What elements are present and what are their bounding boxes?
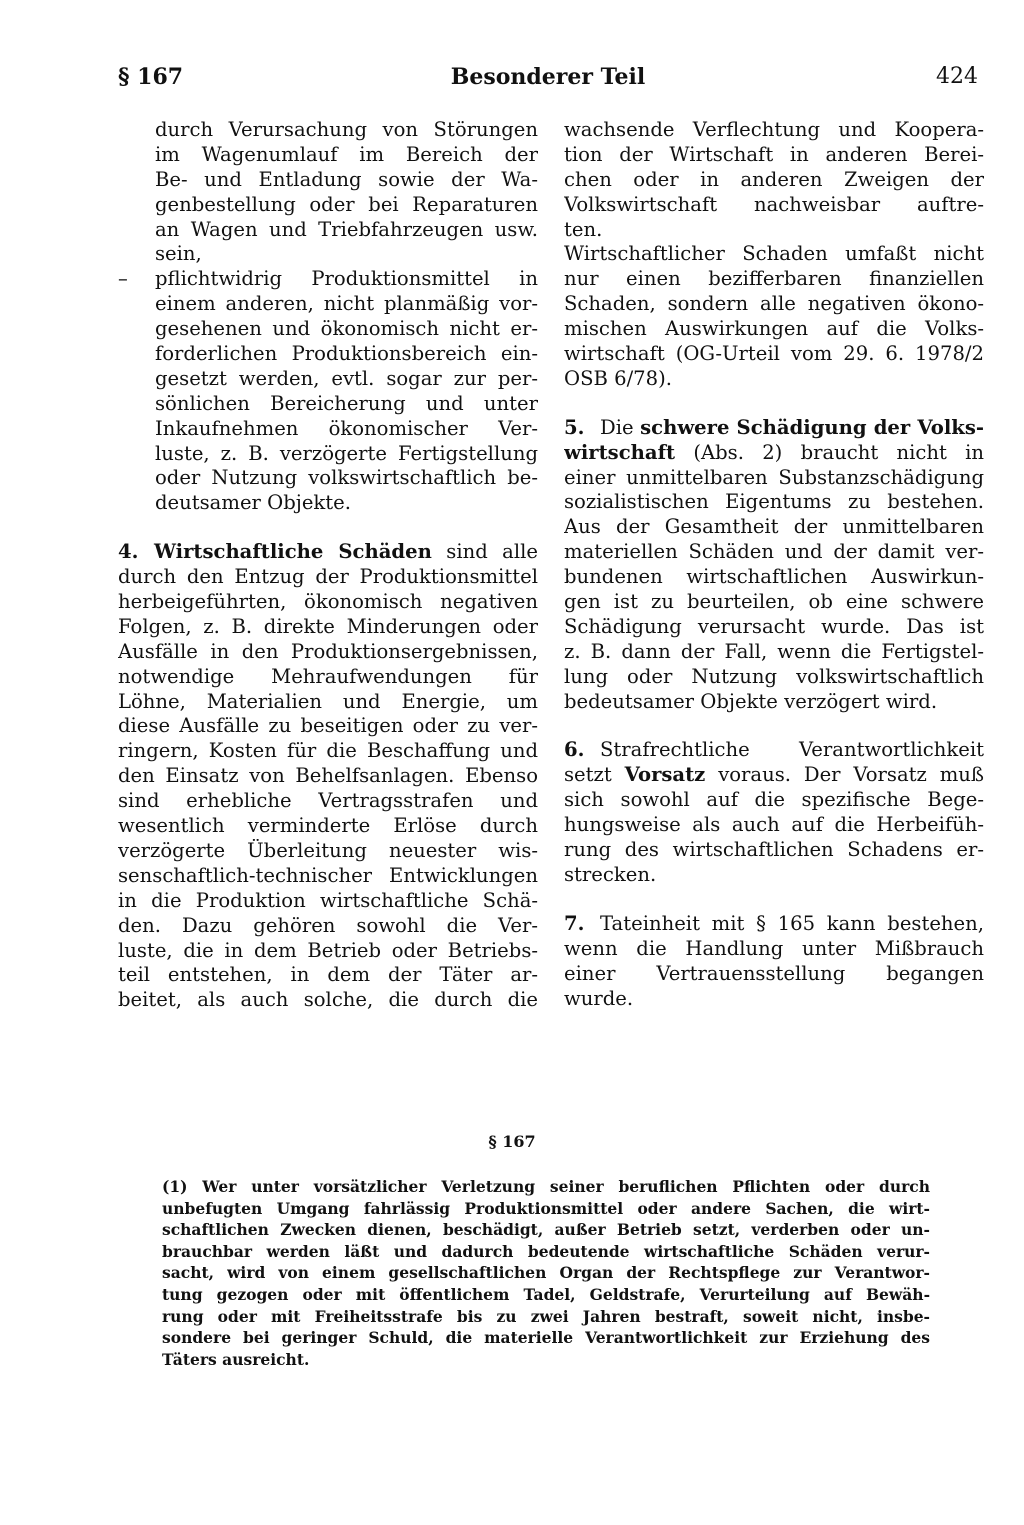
text-line: Schädigung verursacht wurde. Das ist	[564, 614, 984, 638]
intro-paragraph	[118, 118, 538, 267]
text-line: luste, z. B. verzögerte Fertigstellung	[155, 441, 538, 465]
paragraph-number: 7.	[564, 911, 585, 935]
term-schwere-schaedigung: schwere Schädigung der Volks-	[640, 415, 984, 439]
text-line: strecken.	[564, 862, 657, 886]
text-line: ten.	[564, 217, 603, 241]
text-line: sich sowohl auf die spezifische Bege-	[564, 788, 984, 812]
text-line: gesehenen und ökonomisch nicht er-	[155, 317, 538, 341]
text-line: wachsende Verflechtung und Kooperа-	[564, 118, 984, 141]
text-line: forderlichen Produktionsbereich ein-	[155, 342, 538, 366]
text-line: gen ist zu beurteilen, ob eine schwere	[564, 590, 984, 614]
left-column	[118, 118, 538, 1013]
law-text	[162, 1176, 930, 1370]
text-line: den Einsatz von Behelfsanlagen. Ebenso	[118, 764, 538, 788]
text-line: lung oder Nutzung volkswirtschaftlich	[564, 664, 984, 688]
text-line: 5. Die schwere Schädigung der Volks-	[564, 415, 984, 439]
header-section: § 167	[118, 64, 184, 90]
law-line: (1) Wer unter vorsätzlicher Verletzung seiner beruflichen Pflichten oder durch	[162, 1177, 930, 1196]
paragraph-number: 5.	[564, 415, 585, 439]
term-wirtschaft: wirtschaft	[564, 440, 676, 464]
text-line: Wirtschaftlicher Schaden umfaßt nicht	[564, 242, 984, 266]
text-line: bedeutsamer Objekte verzögert wird.	[564, 689, 938, 713]
text-line: wenn die Handlung unter Mißbrauch	[564, 936, 984, 960]
law-line: tung gezogen oder mit öffentlichem Tadel, Geldstrafe, Verurteilung auf Bewäh-	[162, 1284, 930, 1304]
paragraph-number: 4.	[118, 540, 139, 564]
text-line: pflichtwidrig Produktionsmittel in	[155, 267, 538, 291]
right-column	[564, 118, 984, 1011]
text-line: Volkswirtschaft nachweisbar auftre-	[564, 192, 984, 216]
text-line: Folgen, z. B. direkte Minderungen oder	[118, 614, 538, 638]
text-line: materiellen Schäden und der damit ver-	[564, 540, 984, 564]
page-number: 424	[936, 64, 978, 89]
text-line: wirtschaft (OG-Urteil vom 29. 6. 1978/2	[564, 342, 984, 366]
law-line: rung oder mit Freiheitsstrafe bis zu zwei Jahren bestraft, soweit nicht, insbe-	[162, 1306, 930, 1326]
text-line: luste, die in dem Betrieb oder Betriebs-	[118, 938, 538, 962]
text-line: notwendige Mehraufwendungen für	[118, 664, 538, 688]
text-line: sind erhebliche Vertragsstrafen und	[118, 789, 538, 813]
text-line: an Wagen und Triebfahrzeugen usw.	[155, 217, 538, 241]
law-line: unbefugten Umgang fahrlässig Produktionsmittel oder andere Sachen, die wirt-	[162, 1198, 930, 1218]
law-line: sondere bei geringer Schuld, die materielle Verantwortlichkeit zur Erziehung des	[162, 1328, 930, 1348]
text-line: diese Ausfälle zu beseitigen oder zu ver-	[118, 714, 538, 738]
text-line: durch den Entzug der Produktionsmittel	[118, 565, 538, 589]
term-wirtschaftliche-schaeden: Wirtschaftliche Schäden	[154, 540, 432, 564]
text-line: oder Nutzung volkswirtschaftlich be-	[155, 466, 538, 490]
paragraph-number: 6.	[564, 738, 585, 762]
text-line: herbeigeführten, ökonomisch negativen	[118, 590, 538, 614]
text-line: wirtschaft (Abs. 2) braucht nicht in	[564, 440, 984, 464]
text-line: verzögerte Überleitung neuester wis-	[118, 838, 538, 862]
text-line: Schaden, sondern alle negativen ökono-	[564, 292, 984, 316]
text-line: im Wagenumlauf im Bereich der	[155, 142, 538, 166]
text-line: wurde.	[564, 986, 634, 1010]
text-line: mischen Auswirkungen auf die Volks-	[564, 317, 984, 341]
text-line: sozialistischen Eigentums zu bestehen.	[564, 490, 984, 514]
text-line: setzt Vorsatz voraus. Der Vorsatz muß	[564, 763, 984, 787]
text-line: Ausfälle in den Produktionsergebnissen,	[118, 639, 538, 663]
paragraph-6	[564, 738, 984, 887]
text-line: Löhne, Materialien und Energie, um	[118, 689, 538, 713]
running-header	[118, 64, 978, 98]
text-line: durch Verursachung von Störungen	[155, 118, 538, 141]
text-line: sein,	[155, 242, 202, 266]
text-line: ringern, Kosten für die Beschaffung und	[118, 739, 538, 763]
continuation-paragraph	[564, 118, 984, 242]
text-line: 4. Wirtschaftliche Schäden sind alle	[118, 540, 538, 564]
text-line: den. Dazu gehören sowohl die Ver-	[118, 913, 538, 937]
text-line: einer Vertrauensstellung begangen	[564, 961, 984, 985]
damage-paragraph	[564, 242, 984, 391]
text-line: 6. Strafrechtliche Verantwortlichkeit	[564, 738, 984, 762]
text-line: einem anderen, nicht planmäßig vor-	[155, 292, 538, 316]
law-line: Täters ausreicht.	[162, 1349, 310, 1369]
text-line: gesetzt werden, evtl. sogar zur per-	[155, 366, 538, 390]
header-title: Besonderer Teil	[450, 64, 646, 90]
text-line: tion der Wirtschaft in anderen Berei-	[564, 142, 984, 166]
text-line: bundenen wirtschaftlichen Auswirkun-	[564, 565, 984, 589]
law-line: brauchbar werden läßt und dadurch bedeutende wirtschaftliche Schäden verur-	[162, 1241, 930, 1261]
text-line: einer unmittelbaren Substanzschädigung	[564, 465, 984, 489]
text-line: z. B. dann der Fall, wenn die Fertigstel-	[564, 639, 984, 663]
text-line: chen oder in anderen Zweigen der	[564, 167, 984, 191]
text-line: rung des wirtschaftlichen Schadens er-	[564, 838, 984, 862]
text-line: senschaftlich-technischer Entwicklungen	[118, 863, 538, 887]
paragraph-5	[564, 416, 984, 715]
text-line: beitet, als auch solche, die durch die	[118, 988, 538, 1012]
text-line: nur einen bezifferbaren finanziellen	[564, 267, 984, 291]
term-vorsatz: Vorsatz	[624, 763, 706, 787]
text-line: genbestellung oder bei Reparaturen	[155, 192, 538, 216]
text-line: Inkaufnehmen ökonomischer Ver-	[155, 416, 538, 440]
text-line: wesentlich verminderte Erlöse durch	[118, 814, 538, 838]
text-line: hungsweise als auch auf die Herbeifüh-	[564, 813, 984, 837]
dash-bullet: –	[118, 267, 128, 291]
paragraph-4	[118, 540, 538, 1013]
text-line: Aus der Gesamtheit der unmittelbaren	[564, 515, 984, 539]
text-line: Be- und Entladung sowie der Wa-	[155, 167, 538, 191]
text-line: OSB 6/78).	[564, 366, 672, 390]
text-line: teil entstehen, in dem der Täter ar-	[118, 963, 538, 987]
text-line: sönlichen Bereicherung und unter	[155, 391, 538, 415]
law-line: sacht, wird von einem gesellschaftlichen Organ der Rechtspflege zur Verantwor-	[162, 1263, 930, 1283]
text-line: 7. Tateinheit mit § 165 kann bestehen,	[564, 911, 984, 935]
bullet-item	[118, 267, 538, 516]
text-line: in die Produktion wirtschaftliche Schä-	[118, 888, 538, 912]
text-line: deutsamer Objekte.	[155, 491, 351, 515]
law-line: schaftlichen Zwecken dienen, beschädigt, außer Betrieb setzt, verderben oder un-	[162, 1220, 930, 1240]
law-section-title: § 167	[488, 1132, 536, 1151]
paragraph-7	[564, 912, 984, 1012]
